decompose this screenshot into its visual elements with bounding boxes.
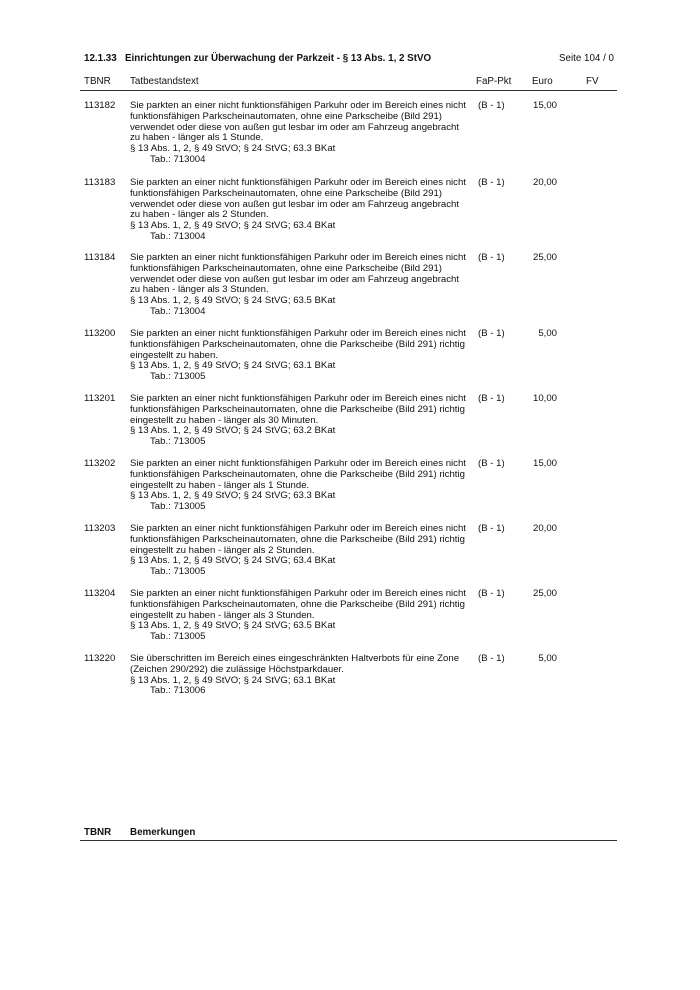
description-line: funktionsfähigen Parkscheinautomaten, ohne eine Parkscheibe (Bild 291) [130, 110, 442, 122]
description-line: (Zeichen 290/292) die zulässige Höchstparkdauer. [130, 663, 344, 675]
row-tab-reference: Tab.: 713004 [150, 305, 206, 317]
row-euro: 15,00 [532, 100, 557, 111]
row-tbnr: 113202 [84, 458, 116, 469]
description-line: Sie parkten an einer nicht funktionsfähigen Parkuhr oder im Bereich eines nicht [130, 328, 466, 339]
row-fap-points: (B - 1) [478, 458, 505, 469]
description-line: Sie parkten an einer nicht funktionsfähigen Parkuhr oder im Bereich eines nicht [130, 458, 466, 469]
description-line: § 13 Abs. 1, 2, § 49 StVO; § 24 StVG; 63.2 BKat [130, 425, 336, 437]
page-header [84, 53, 614, 67]
column-header-fv: FV [586, 76, 599, 87]
description-line: § 13 Abs. 1, 2, § 49 StVO; § 24 StVG; 63.4 BKat [130, 555, 336, 567]
row-tbnr: 113184 [84, 252, 116, 263]
row-tbnr: 113200 [84, 328, 116, 339]
row-euro: 5,00 [538, 328, 557, 339]
row-tab-reference: Tab.: 713005 [150, 501, 206, 513]
description-line: Sie parkten an einer nicht funktionsfähigen Parkuhr oder im Bereich eines nicht [130, 252, 466, 263]
column-header-row [84, 76, 616, 90]
row-tab-reference: Tab.: 713004 [150, 230, 206, 242]
description-line: Sie überschritten im Bereich eines eingeschränkten Haltverbots für eine Zone [130, 653, 460, 664]
description-line: § 13 Abs. 1, 2, § 49 StVO; § 24 StVG; 63.3 BKat [130, 143, 336, 155]
description-line: Sie parkten an einer nicht funktionsfähigen Parkuhr oder im Bereich eines nicht [130, 100, 466, 111]
description-line: funktionsfähigen Parkscheinautomaten, ohne die Parkscheibe (Bild 291) richtig [130, 533, 465, 545]
row-description [130, 459, 470, 513]
row-fap-points: (B - 1) [478, 252, 505, 263]
description-line: Sie parkten an einer nicht funktionsfähigen Parkuhr oder im Bereich eines nicht [130, 177, 466, 188]
row-tab-reference: Tab.: 713005 [150, 436, 206, 448]
row-description [130, 101, 470, 166]
row-euro: 20,00 [532, 177, 557, 188]
description-line: verwendet oder diese von außen gut lesbar im oder am Fahrzeug angebracht [130, 198, 460, 210]
description-line: § 13 Abs. 1, 2, § 49 StVO; § 24 StVG; 63.5 BKat [130, 620, 336, 632]
description-line: eingestellt zu haben - länger als 1 Stunde. [130, 479, 310, 491]
row-euro: 10,00 [532, 393, 557, 404]
description-line: § 13 Abs. 1, 2, § 49 StVO; § 24 StVG; 63.3 BKat [130, 490, 336, 502]
column-header-text: Tatbestandstext [130, 76, 199, 87]
description-line: § 13 Abs. 1, 2, § 49 StVO; § 24 StVG; 63.4 BKat [130, 220, 336, 232]
description-line: verwendet oder diese von außen gut lesbar im oder am Fahrzeug angebracht [130, 273, 460, 285]
page-number: Seite 104 / 0 [558, 53, 614, 64]
description-line: eingestellt zu haben - länger als 30 Minuten. [130, 414, 319, 426]
description-line: Sie parkten an einer nicht funktionsfähigen Parkuhr oder im Bereich eines nicht [130, 393, 466, 404]
row-euro: 5,00 [538, 653, 557, 664]
row-tab-reference: Tab.: 713004 [150, 153, 206, 165]
description-line: § 13 Abs. 1, 2, § 49 StVO; § 24 StVG; 63.5 BKat [130, 295, 336, 307]
description-line: zu haben - länger als 3 Stunden. [130, 284, 269, 296]
row-fap-points: (B - 1) [478, 328, 505, 339]
row-description [130, 654, 470, 697]
description-line: verwendet oder diese von außen gut lesbar im oder am Fahrzeug angebracht [130, 121, 460, 133]
section-title: Einrichtungen zur Überwachung der Parkzeit - § 13 Abs. 1, 2 StVO [125, 53, 432, 64]
row-tbnr: 113183 [84, 177, 116, 188]
section-number: 12.1.33 [84, 53, 117, 64]
description-line: Sie parkten an einer nicht funktionsfähigen Parkuhr oder im Bereich eines nicht [130, 523, 466, 534]
description-line: zu haben - länger als 2 Stunden. [130, 209, 269, 221]
column-header-tbnr: TBNR [84, 76, 111, 87]
row-description [130, 329, 470, 383]
remarks-tbnr-label: TBNR [84, 827, 112, 838]
row-euro: 25,00 [532, 588, 557, 599]
description-line: eingestellt zu haben - länger als 2 Stunden. [130, 544, 315, 556]
row-tbnr: 113182 [84, 100, 116, 111]
row-description [130, 524, 470, 578]
row-euro: 20,00 [532, 523, 557, 534]
row-tab-reference: Tab.: 713005 [150, 371, 206, 383]
row-fap-points: (B - 1) [478, 653, 505, 664]
remarks-label: Bemerkungen [130, 827, 196, 838]
description-line: eingestellt zu haben - länger als 3 Stunden. [130, 609, 315, 621]
description-line: eingestellt zu haben. [130, 349, 219, 361]
remarks-divider [80, 840, 617, 841]
row-tab-reference: Tab.: 713005 [150, 566, 206, 578]
row-description [130, 253, 470, 318]
row-euro: 25,00 [532, 252, 557, 263]
row-tbnr: 113203 [84, 523, 116, 534]
header-divider [80, 90, 617, 91]
column-header-euro: Euro [532, 76, 553, 87]
description-line: zu haben - länger als 1 Stunde. [130, 132, 264, 144]
row-fap-points: (B - 1) [478, 588, 505, 599]
row-tbnr: 113220 [84, 653, 116, 664]
description-line: funktionsfähigen Parkscheinautomaten, ohne die Parkscheibe (Bild 291) richtig [130, 468, 465, 480]
description-line: funktionsfähigen Parkscheinautomaten, ohne die Parkscheibe (Bild 291) richtig [130, 403, 465, 415]
row-description [130, 178, 470, 243]
row-fap-points: (B - 1) [478, 177, 505, 188]
description-line: funktionsfähigen Parkscheinautomaten, ohne eine Parkscheibe (Bild 291) [130, 262, 442, 274]
description-line: funktionsfähigen Parkscheinautomaten, ohne eine Parkscheibe (Bild 291) [130, 187, 442, 199]
description-line: funktionsfähigen Parkscheinautomaten, ohne die Parkscheibe (Bild 291) richtig [130, 598, 465, 610]
row-euro: 15,00 [532, 458, 557, 469]
row-fap-points: (B - 1) [478, 393, 505, 404]
row-description [130, 589, 470, 643]
row-tbnr: 113204 [84, 588, 116, 599]
row-fap-points: (B - 1) [478, 100, 505, 111]
description-line: § 13 Abs. 1, 2, § 49 StVO; § 24 StVG; 63.1 BKat [130, 360, 336, 372]
description-line: § 13 Abs. 1, 2, § 49 StVO; § 24 StVG; 63.1 BKat [130, 674, 336, 686]
description-line: Sie parkten an einer nicht funktionsfähigen Parkuhr oder im Bereich eines nicht [130, 588, 466, 599]
description-line: funktionsfähigen Parkscheinautomaten, ohne die Parkscheibe (Bild 291) richtig [130, 338, 465, 350]
row-tbnr: 113201 [84, 393, 116, 404]
row-tab-reference: Tab.: 713006 [150, 685, 206, 697]
row-tab-reference: Tab.: 713005 [150, 631, 206, 643]
row-fap-points: (B - 1) [478, 523, 505, 534]
column-header-fap: FaP-Pkt [476, 76, 512, 87]
row-description [130, 394, 470, 448]
